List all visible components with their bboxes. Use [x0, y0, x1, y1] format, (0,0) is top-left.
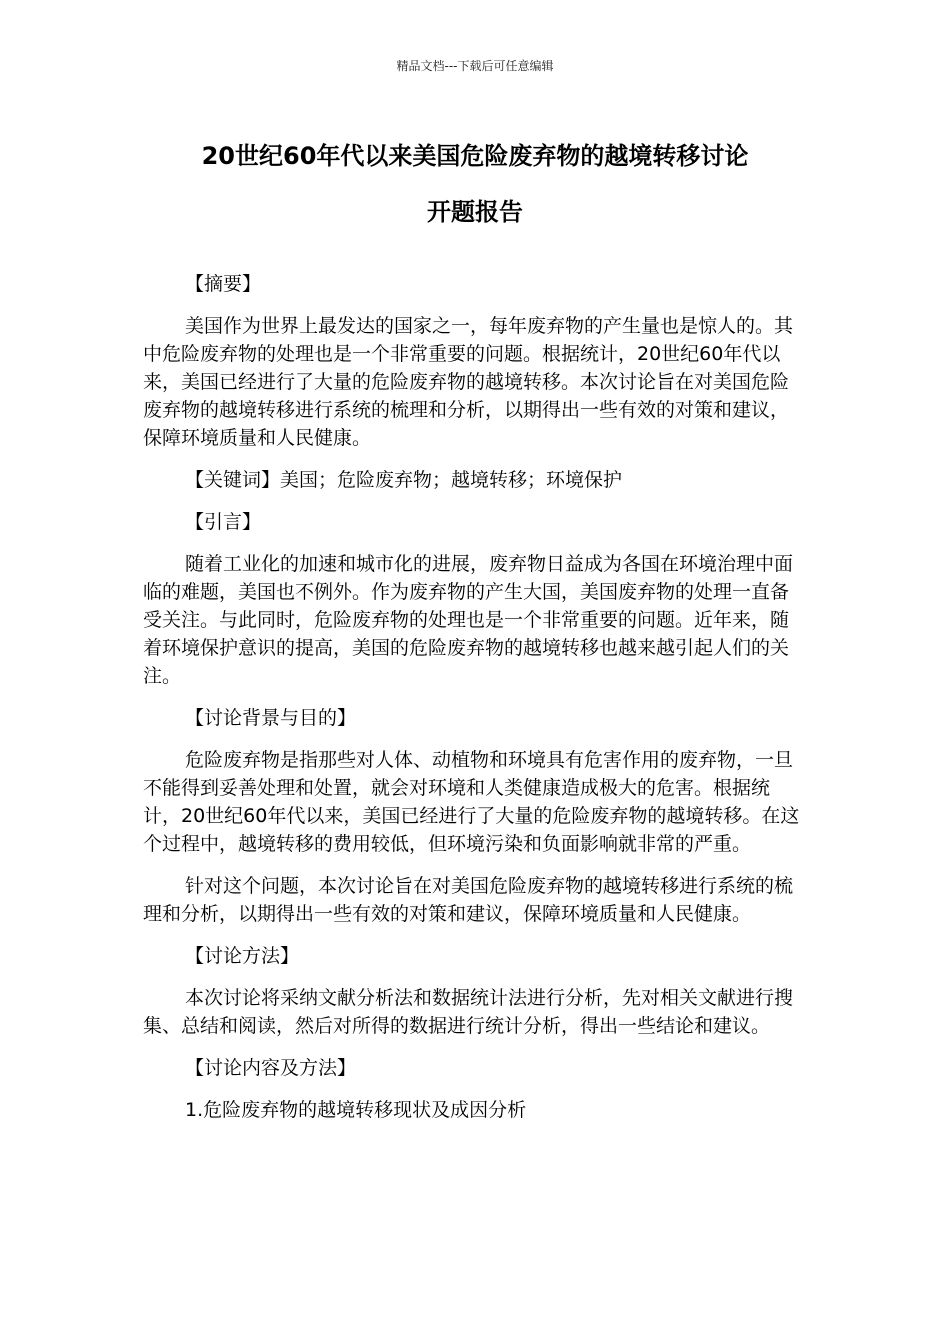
document-title-line-1: 20世纪60年代以来美国危险废弃物的越境转移讨论	[201, 142, 749, 170]
content-item-1: 1.危险废弃物的越境转移现状及成因分析	[185, 1099, 527, 1121]
purpose-paragraph: 针对这个问题，本次讨论旨在对美国危险废弃物的越境转移进行系统的梳理和分析，以期得出一些有效的对策和建议，保障环境质量和人民健康。	[143, 875, 794, 925]
document-body	[143, 270, 805, 1138]
method-paragraph: 本次讨论将采纳文献分析法和数据统计法进行分析，先对相关文献进行搜集、总结和阅读，然后对所得的数据进行统计分析，得出一些结论和建议。	[143, 987, 794, 1037]
intro-paragraph: 随着工业化的加速和城市化的进展，废弃物日益成为各国在环境治理中面临的难题，美国也不例外。作为废弃物的产生大国，美国废弃物的处理一直备受关注。与此同时，危险废弃物的处理也是一个非常重要的问题。近年来，随着环境保护意识的提高，美国的危险废弃物的越境转移也越来越引起人们的关注。	[143, 553, 794, 687]
background-heading: 【讨论背景与目的】	[185, 707, 357, 729]
content-heading: 【讨论内容及方法】	[185, 1057, 357, 1079]
abstract-paragraph: 美国作为世界上最发达的国家之一，每年废弃物的产生量也是惊人的。其中危险废弃物的处理也是一个非常重要的问题。根据统计，20世纪60年代以来，美国已经进行了大量的危险废弃物的越境转移。本次讨论旨在对美国危险废弃物的越境转移进行系统的梳理和分析，以期得出一些有效的对策和建议，保障环境质量和人民健康。	[143, 315, 794, 449]
keywords-line: 【关键词】美国；危险废弃物；越境转移；环境保护	[185, 469, 623, 491]
intro-heading: 【引言】	[185, 511, 262, 533]
header-watermark: 精品文档---下载后可任意编辑	[396, 59, 554, 73]
document-title-line-2: 开题报告	[427, 198, 523, 226]
method-heading: 【讨论方法】	[185, 945, 300, 967]
abstract-heading: 【摘要】	[185, 273, 262, 295]
background-paragraph: 危险废弃物是指那些对人体、动植物和环境具有危害作用的废弃物，一旦不能得到妥善处理和处置，就会对环境和人类健康造成极大的危害。根据统计，20世纪60年代以来，美国已经进行了大量的危险废弃物的越境转移。在这个过程中，越境转移的费用较低，但环境污染和负面影响就非常的严重。	[143, 749, 800, 855]
